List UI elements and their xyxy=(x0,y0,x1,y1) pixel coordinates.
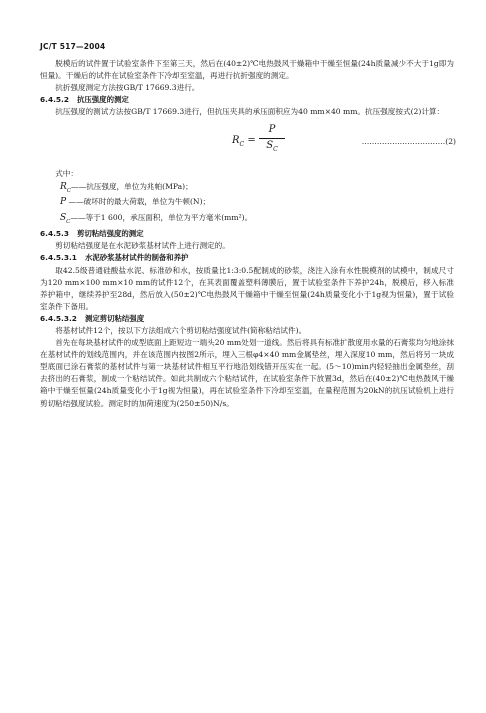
where-label: 式中： xyxy=(55,169,78,179)
formula-fraction xyxy=(259,124,285,155)
paragraph-shear-intro: 剪切粘结强度是在水泥砂浆基材试件上进行测定的。 xyxy=(55,241,230,251)
formula-numerator: P xyxy=(259,124,285,138)
paragraph-shear-procedure: 首先在每块基材试件的成型底面上距短边一端头20 mm处划一道线。然后将具有标准扩散度用水量的石膏浆均匀地涂抹在基材试件的划线范围内，并在该范围内按图2所示，埋入三根φ4×40 mm金属垫丝，埋入深度10 mm，然后将另一块成型底面已涂石膏浆的基材试件与第一块基材试件相互平行地沿划线错开压实在一起。(5～10)min内轻轻抽出金属垫丝，刮去挤出的石膏浆，制成一个粘结试件。如此共制成六个粘结试件，在试验室条件下放置3d，然后在(40±2)℃电热鼓风干燥箱中干燥至恒量(24h质量变化小于1g视为恒量)，再在试验室条件下冷却至室温，在量程范围为20kN的抗压试验机上进行剪切粘结强度试验。测定时的加荷速度为(250±50)N/s。 xyxy=(40,338,454,408)
standard-number-header: JC/T 517—2004 xyxy=(40,42,106,51)
equation-number: ……………………………(2) xyxy=(361,137,456,147)
section-heading-6452 xyxy=(40,94,454,106)
formula-compressive-strength xyxy=(40,122,454,162)
section-title: 水泥砂浆基材试件的制备和养护 xyxy=(84,253,189,263)
paragraph-specimen-assembly: 将基材试件12个，按以下方法组成六个剪切粘结强度试件(简称粘结试件)。 xyxy=(55,325,307,335)
section-number: 6.4.5.3.2 xyxy=(40,313,77,323)
section-title: 测定剪切粘结强度 xyxy=(84,313,145,323)
paragraph-compressive-method: 抗压强度的测试方法按GB/T 17669.3进行，但抗压夹具的承压面积应为40 mm×40 mm。抗压强度按式(2)计算： xyxy=(55,107,445,117)
formula-lhs: $R_C$ = xyxy=(232,135,256,149)
section-heading-64532 xyxy=(40,313,454,325)
section-heading-6453 xyxy=(40,228,454,240)
section-number: 6.4.5.2 xyxy=(40,95,69,105)
formula-denominator: $S_C$ xyxy=(266,139,278,153)
document-body xyxy=(40,58,454,410)
paragraph-flexural-method: 抗折强度测定方法按GB/T 17669.3进行。 xyxy=(55,83,200,93)
definition-sc: $S_C——$等于1 600，承压面积，单位为平方毫米(mm²)。 xyxy=(60,213,253,226)
definition-rc: $R_C——$抗压强度，单位为兆帕(MPa)； xyxy=(60,181,193,194)
section-number: 6.4.5.3 xyxy=(40,229,69,239)
paragraph-drying: 脱模后的试件置于试验室条件下至第三天，然后在(40±2)℃电热鼓风干燥箱中干燥至恒量(24h质量减少不大于1g即为恒量)。干燥后的试件在试验室条件下冷却至室温，再进行抗折强度的测定。 xyxy=(40,59,454,81)
definition-p: P ——破坏时的最大荷载，单位为牛顿(N)； xyxy=(60,197,211,208)
section-title: 抗压强度的测定 xyxy=(77,95,129,105)
paragraph-substrate-preparation: 取42.5级普通硅酸盐水泥、标准砂和水，按质量比1:3:0.5配制成的砂浆，浇注入涂有水性脱模剂的试模中，制成尺寸为120 mm×100 mm×10 mm的试件12个，在其表面覆盖塑料薄膜后，置于试验室条件下养护24h，脱模后，移入标准养护箱中，继续养护至28d，然后放入(50±2)℃电热鼓风干燥箱中干燥至恒量(24h质量变化小于1g视为恒量)，置于试验室条件下备用。 xyxy=(40,265,454,311)
section-heading-64531 xyxy=(40,252,454,264)
section-number: 6.4.5.3.1 xyxy=(40,253,77,263)
section-title: 剪切粘结强度的测定 xyxy=(77,229,144,239)
